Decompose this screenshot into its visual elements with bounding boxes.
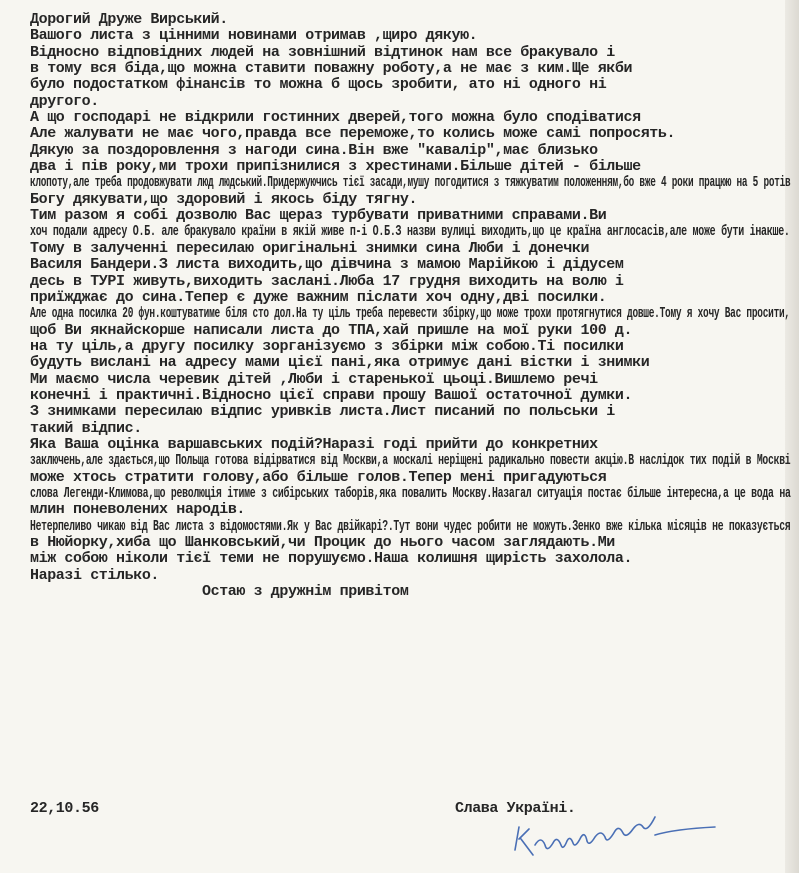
letter-line: Ми маємо числа черевик дітей ,Люби і старенької цьоці.Вишлемо речі — [30, 370, 598, 388]
letter-line: Вашого листа з цінними новинами отримав ,щиро дякую. — [30, 27, 478, 45]
letter-line: будуть вислані на адресу мами цієї пані,яка отримує дані вістки і знимки — [30, 354, 650, 372]
letter-line: Але жалувати не має чого,правда все переможе,то колись може самі попросять. — [30, 125, 676, 143]
letter-line: заключень,але здається,що Польща готова відірватися від Москви,а москалі неріщені радикально повести акцію.В наслідок тих подій в Москві — [30, 452, 791, 470]
letter-body — [30, 12, 790, 600]
letter-line: в тому вся біда,що можна ставити поважну роботу,а не має з ким.Ще якби — [30, 60, 633, 78]
letter-line: З знимками пересилаю відпис уривків листа.Лист писаний по польськи і — [30, 403, 615, 421]
letter-line: щоб Ви якнайскорше написали листа до ТПА,хай пришле на мої руки 100 д. — [30, 321, 633, 339]
letter-date: 22,10.56 — [30, 800, 99, 817]
letter-line: Тому в залученні пересилаю оригінальні знимки сина Люби і донечки — [30, 239, 590, 257]
closing-salutation: Слава Україні. — [455, 800, 576, 817]
letter-line: Тим разом я собі дозволю Вас щераз турбувати приватними справами.Ви — [30, 207, 607, 225]
letter-line: може хтось стратити голову,або більше голов.Тепер мені пригадуються — [30, 468, 607, 486]
letter-line: Дорогий Друже Вирський. — [30, 11, 228, 28]
letter-line: Але одна посилка 20 фун.коштуватиме біля сто дол.На ту ціль треба перевести збірку,що може трохи протягнутися довше.Тому я хочу Вас просити, — [30, 305, 790, 323]
letter-line: приїжджає до сина.Тепер є дуже важним післати хоч одну,дві посилки. — [30, 288, 607, 306]
letter-line: Нетерпеливо чикаю від Вас листа з відомостями.Як у Вас двійкарі?.Тут вони чудес робити не можуть.Зенко вже кілька місяців не показується — [30, 517, 791, 535]
letter-line: на ту ціль,а другу посилку зорганізуємо з збірки між собою.Ті посилки — [30, 337, 624, 355]
letter-line: конечні і практичні.Відносно цієї справи прошу Вашої остаточної думки. — [30, 386, 633, 404]
closing-line: Остаю з дружнім привітом — [202, 583, 409, 601]
letter-line: другого. — [30, 92, 99, 110]
letter-line: Відносно відповідних людей на зовнішний відтинок нам все бракувало і — [30, 43, 615, 61]
letter-line: в Нюйорку,хиба що Шанковський,чи Процик до нього часом заглядають.Ми — [30, 534, 615, 551]
letter-line: млин поневолених народів. — [30, 501, 246, 519]
letter-line: було подостатком фінансів то можна б щось зробити, ато ні одного ні — [30, 76, 607, 94]
letter-line: десь в ТУРІ живуть,виходить заслані.Люба 17 грудня виходить на волю і — [30, 272, 624, 290]
letter-line: такий відпис. — [30, 419, 142, 437]
letter-line: Дякую за поздоровлення з нагоди сина.Він вже "кавалір",має близько — [30, 141, 598, 159]
letter-line: між собою ніколи тієї теми не порушуємо.Наша колишня щирість захолола. — [30, 550, 633, 568]
letter-line: Наразі стілько. — [30, 566, 160, 584]
letter-line: хоч подали адресу О.Б. але бракувало країни в якій живе п-і О.Б.З назви вулиці виходить,що це країна англосасів,але може бути інакше. — [30, 223, 790, 241]
letter-line: А що господарі не відкрили гостинних дверей,того можна було сподіватися — [30, 109, 641, 127]
handwritten-signature — [505, 815, 745, 870]
letter-line: Яка Ваша оцінка варшавських подій?Наразі годі прийти до конкретних — [30, 435, 598, 453]
letter-line: слова Легенди-Климова,що революція ітиме з сибірських таборів,яка повалить Москву.Назагал ситуація постає більше інтересна,а це вода на — [30, 484, 791, 502]
letter-line: Василя Бандери.З листа виходить,що дівчина з мамою Марійкою і дідусем — [30, 256, 624, 274]
letter-line: два і пів року,ми трохи припізнилися з хрестинами.Більше дітей - більше — [30, 158, 641, 176]
letter-line: клопоту,але треба продовжувати люд людський.Придержуючись тієї засади,мушу погодитися з тяжкуватим положенням,бо вже 4 роки працюю на 5 ротів — [30, 174, 791, 192]
letter-line: Богу дякувати,що здоровий і якось біду тягну. — [30, 190, 418, 208]
